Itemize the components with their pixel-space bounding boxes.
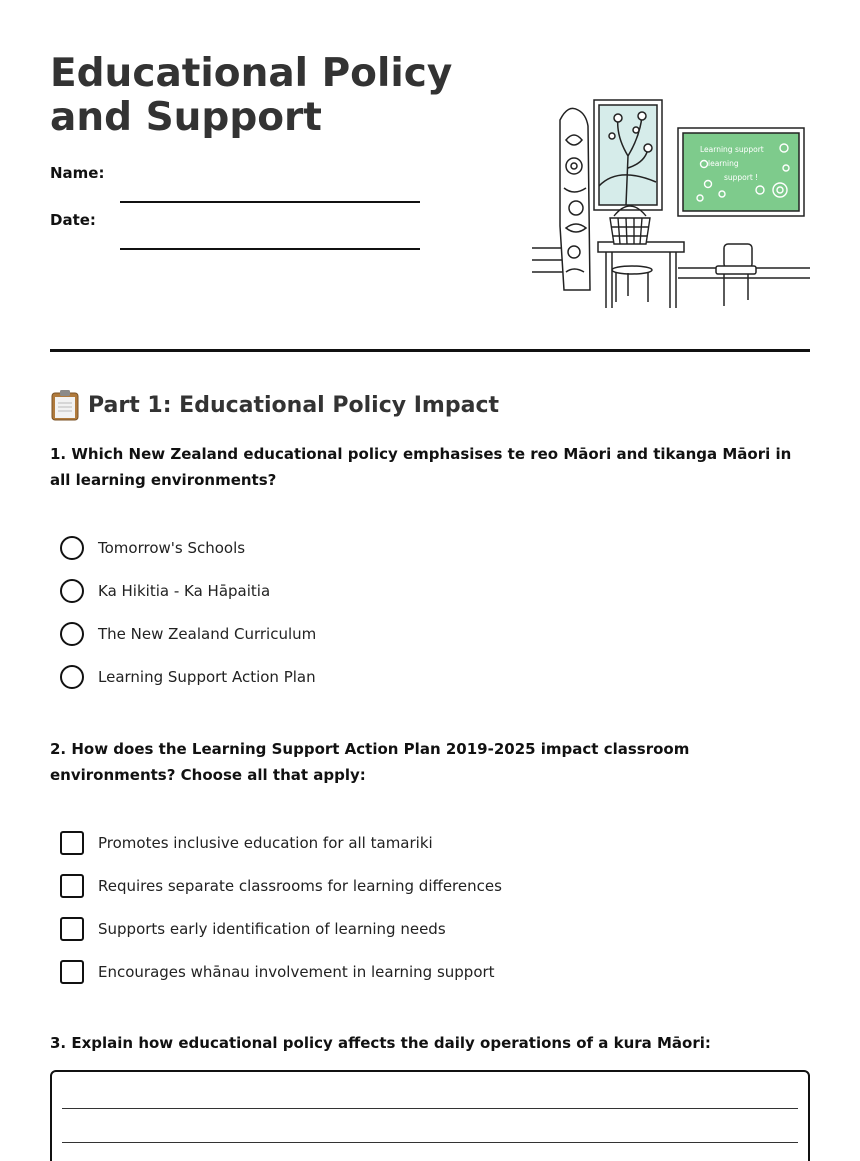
date-label: Date: (50, 211, 96, 229)
answer-line (62, 1142, 798, 1143)
q2-option-3[interactable] (60, 916, 446, 942)
option-label: Supports early identification of learning needs (98, 920, 446, 938)
q3-answer-box[interactable] (50, 1070, 810, 1161)
option-label: Encourages whānau involvement in learning support (98, 963, 495, 981)
chalkboard-line-3: support ! (724, 173, 759, 182)
option-label: The New Zealand Curriculum (98, 625, 317, 643)
option-label: Tomorrow's Schools (98, 539, 246, 557)
question-3: 3. Explain how educational policy affects the daily operations of a kura Māori: (50, 1034, 711, 1052)
q1-option-2[interactable] (60, 578, 270, 604)
q1-option-1[interactable] (60, 535, 245, 561)
radio-button[interactable] (60, 579, 84, 603)
name-field-row (50, 164, 430, 194)
option-label: Requires separate classrooms for learning differences (98, 877, 502, 895)
stool-icon (612, 266, 652, 302)
checkbox[interactable] (60, 831, 84, 855)
date-input[interactable] (120, 228, 420, 250)
q1-option-3[interactable] (60, 621, 316, 647)
part1-heading (50, 388, 499, 422)
chair-icon (716, 244, 756, 306)
q2-option-1[interactable] (60, 830, 433, 856)
window-icon (594, 100, 662, 210)
classroom-illustration (528, 96, 814, 312)
q1-option-4[interactable] (60, 664, 316, 690)
chalkboard-line-1: Learning support (700, 145, 764, 154)
checkbox[interactable] (60, 874, 84, 898)
radio-button[interactable] (60, 622, 84, 646)
checkbox[interactable] (60, 960, 84, 984)
option-label: Ka Hikitia - Ka Hāpaitia (98, 582, 271, 600)
radio-button[interactable] (60, 536, 84, 560)
name-label: Name: (50, 164, 105, 182)
basket-icon (610, 206, 650, 244)
chalkboard-line-2: learning (708, 159, 739, 168)
carved-pou-icon (560, 108, 590, 290)
header-divider (50, 349, 810, 352)
radio-button[interactable] (60, 665, 84, 689)
desk-icon (598, 242, 684, 308)
option-label: Learning Support Action Plan (98, 668, 316, 686)
option-label: Promotes inclusive education for all tamariki (98, 834, 433, 852)
question-1: 1. Which New Zealand educational policy emphasises te reo Māori and tikanga Māori in all learning environments? (50, 445, 792, 489)
chalkboard-icon (678, 128, 804, 216)
q2-option-2[interactable] (60, 873, 502, 899)
clipboard-icon (50, 389, 80, 421)
date-field-row (50, 211, 430, 241)
part1-heading-text: Part 1: Educational Policy Impact (88, 392, 499, 418)
question-2: 2. How does the Learning Support Action Plan 2019-2025 impact classroom environments? Choose all that apply: (50, 740, 690, 784)
checkbox[interactable] (60, 917, 84, 941)
page-title: Educational Policy and Support (50, 51, 453, 140)
answer-line (62, 1108, 798, 1109)
q2-option-4[interactable] (60, 959, 495, 985)
name-input[interactable] (120, 181, 420, 203)
